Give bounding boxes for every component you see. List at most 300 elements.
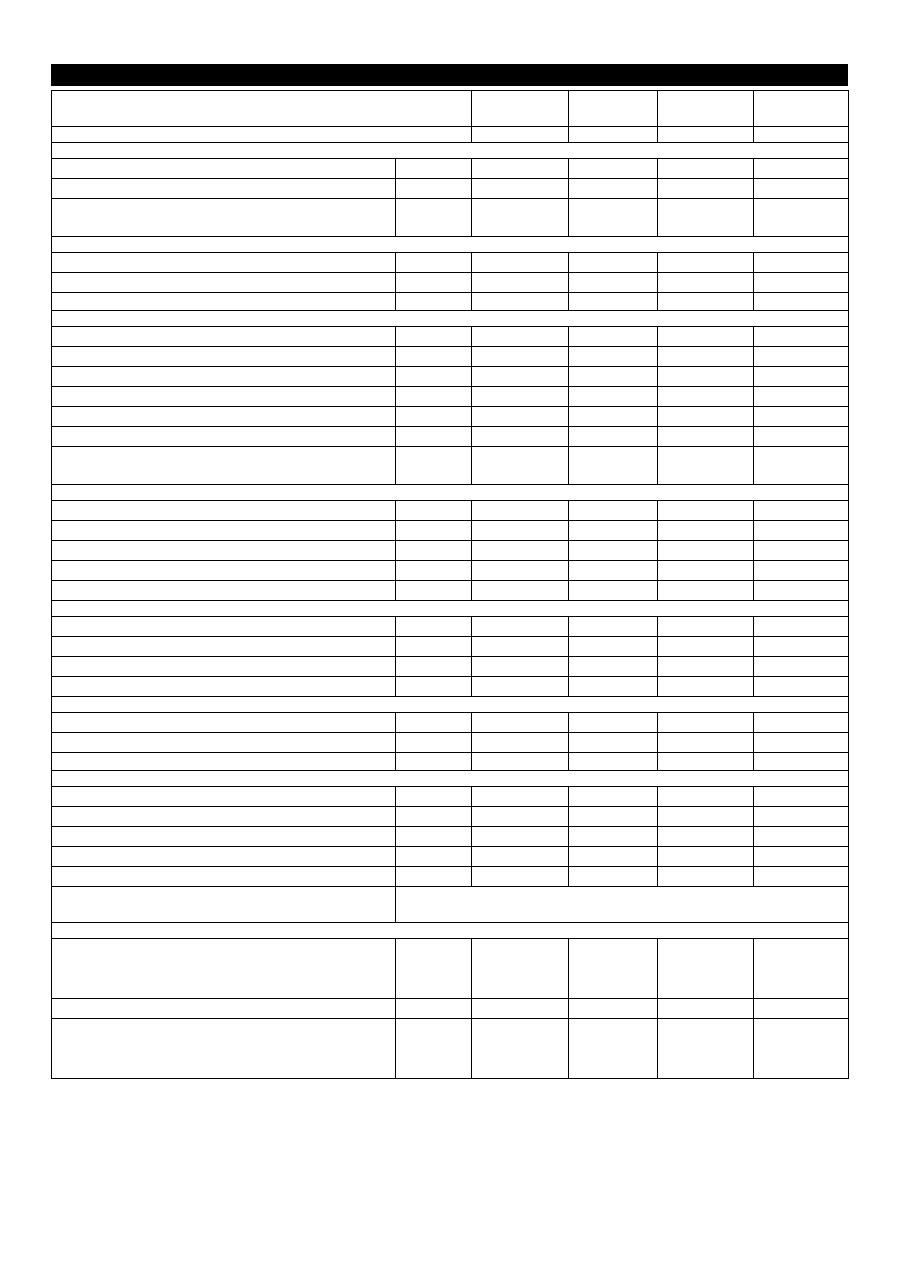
table-cell-value — [754, 807, 849, 827]
cell-text — [569, 1019, 657, 1030]
table-cell-value — [569, 657, 658, 677]
table-cell-label — [52, 677, 396, 697]
table-cell-value — [396, 807, 472, 827]
table-cell-value — [472, 787, 569, 807]
cell-text — [569, 713, 657, 724]
table-cell-value — [396, 657, 472, 677]
table-cell-value — [754, 541, 849, 561]
table-cell-value — [396, 867, 472, 887]
cell-text — [754, 561, 848, 572]
table-row — [52, 753, 849, 771]
cell-text — [52, 847, 395, 858]
table-cell-value — [754, 273, 849, 293]
table-cell-section-break — [52, 311, 849, 327]
cell-text — [472, 127, 568, 138]
table-cell-value — [754, 617, 849, 637]
cell-text — [658, 561, 753, 572]
cell-text — [569, 827, 657, 838]
cell-text — [396, 787, 471, 798]
cell-text — [569, 733, 657, 744]
table-cell-value — [396, 293, 472, 311]
spreadsheet-sheet — [51, 64, 848, 1079]
table-cell-value — [569, 827, 658, 847]
cell-text — [52, 293, 395, 304]
table-cell-value — [472, 807, 569, 827]
cell-text — [658, 407, 753, 418]
table-cell-value — [472, 677, 569, 697]
cell-text — [396, 677, 471, 688]
table-cell-value — [569, 939, 658, 999]
table-cell-value — [754, 733, 849, 753]
table-cell-value — [396, 273, 472, 293]
table-cell-value — [658, 327, 754, 347]
cell-text — [754, 827, 848, 838]
cell-text — [754, 753, 848, 764]
cell-text — [569, 447, 657, 458]
table-cell-value — [472, 427, 569, 447]
table-row — [52, 541, 849, 561]
table-row — [52, 367, 849, 387]
cell-text — [396, 867, 471, 878]
cell-text — [396, 561, 471, 572]
cell-text — [569, 999, 657, 1010]
cell-text — [472, 253, 568, 264]
table-cell-value — [658, 657, 754, 677]
cell-text — [658, 733, 753, 744]
table-cell-value — [396, 327, 472, 347]
cell-text — [472, 293, 568, 304]
table-cell-value — [569, 387, 658, 407]
table-cell-label — [52, 159, 396, 179]
table-cell-value — [396, 387, 472, 407]
cell-text — [472, 501, 568, 512]
table-cell-value — [472, 713, 569, 733]
cell-text — [754, 713, 848, 724]
table-row — [52, 521, 849, 541]
table-cell-value — [754, 637, 849, 657]
table-cell-value — [569, 787, 658, 807]
cell-text — [472, 999, 568, 1010]
table-row — [52, 273, 849, 293]
table-cell-value — [658, 347, 754, 367]
table-cell-label — [52, 657, 396, 677]
table-cell-value — [396, 541, 472, 561]
table-cell-label — [52, 293, 396, 311]
table-row — [52, 293, 849, 311]
cell-text — [754, 637, 848, 648]
cell-text — [396, 657, 471, 668]
cell-text — [658, 807, 753, 818]
table-cell-label — [52, 541, 396, 561]
table-cell-label — [52, 733, 396, 753]
table-cell-value — [472, 561, 569, 581]
cell-text — [472, 939, 568, 950]
table-cell-value — [472, 347, 569, 367]
table-cell-value — [472, 1019, 569, 1079]
table-cell-value — [569, 179, 658, 199]
cell-text — [658, 541, 753, 552]
cell-text — [52, 771, 848, 782]
cell-text — [569, 501, 657, 512]
cell-text — [472, 327, 568, 338]
table-cell-value — [754, 159, 849, 179]
cell-text — [658, 867, 753, 878]
cell-text — [754, 127, 848, 138]
table-cell-value — [472, 387, 569, 407]
table-cell-value — [658, 367, 754, 387]
cell-text — [658, 253, 753, 264]
table-cell-value — [754, 501, 849, 521]
table-cell-value — [658, 427, 754, 447]
table-row — [52, 847, 849, 867]
table-cell-label — [52, 561, 396, 581]
cell-text — [472, 637, 568, 648]
cell-text — [754, 91, 848, 102]
table-row — [52, 501, 849, 521]
table-cell-value — [569, 867, 658, 887]
cell-text — [472, 367, 568, 378]
cell-text — [754, 847, 848, 858]
table-cell-section-break — [52, 771, 849, 787]
table-row — [52, 179, 849, 199]
table-cell-value — [472, 541, 569, 561]
table-cell-value — [754, 581, 849, 601]
cell-text — [658, 581, 753, 592]
cell-text — [754, 179, 848, 190]
cell-text — [52, 501, 395, 512]
cell-text — [754, 253, 848, 264]
table-cell-value — [396, 1019, 472, 1079]
table-cell-value — [396, 159, 472, 179]
table-cell-value — [658, 541, 754, 561]
cell-text — [396, 617, 471, 628]
cell-text — [396, 273, 471, 284]
table-cell-value — [472, 733, 569, 753]
cell-text — [472, 657, 568, 668]
table-cell-value — [569, 199, 658, 237]
cell-text — [52, 273, 395, 284]
cell-text — [396, 501, 471, 512]
table-cell-value — [569, 327, 658, 347]
cell-text — [396, 293, 471, 304]
table-cell-value — [472, 273, 569, 293]
cell-text — [472, 447, 568, 458]
table-cell-value — [658, 753, 754, 771]
table-cell-value — [658, 637, 754, 657]
table-cell-value — [754, 521, 849, 541]
table-cell-section-break — [52, 923, 849, 939]
table-cell-value — [754, 867, 849, 887]
table-cell-value — [754, 677, 849, 697]
cell-text — [472, 1019, 568, 1030]
table-cell-value — [396, 733, 472, 753]
cell-text — [754, 347, 848, 358]
table-cell-value — [396, 347, 472, 367]
table-row — [52, 347, 849, 367]
cell-text — [396, 521, 471, 532]
cell-text — [52, 237, 848, 248]
table-cell-value — [754, 447, 849, 485]
table-row — [52, 485, 849, 501]
table-row — [52, 199, 849, 237]
cell-text — [396, 407, 471, 418]
table-cell-value — [569, 581, 658, 601]
table-cell-label — [52, 447, 396, 485]
cell-text — [52, 807, 395, 818]
table-row — [52, 561, 849, 581]
table-cell-label — [52, 127, 472, 143]
table-cell-value — [396, 179, 472, 199]
cell-text — [52, 657, 395, 668]
table-cell-label — [52, 847, 396, 867]
cell-text — [569, 637, 657, 648]
table-cell-value — [658, 293, 754, 311]
cell-text — [52, 713, 395, 724]
table-cell-value — [658, 447, 754, 485]
table-cell-value — [658, 253, 754, 273]
cell-text — [569, 753, 657, 764]
table-cell-label — [52, 617, 396, 637]
cell-text — [658, 617, 753, 628]
cell-text — [569, 541, 657, 552]
table-cell-label — [52, 387, 396, 407]
cell-text — [658, 273, 753, 284]
cell-text — [396, 253, 471, 264]
cell-text — [396, 199, 471, 210]
table-cell-note — [396, 887, 849, 923]
cell-text — [754, 521, 848, 532]
cell-text — [754, 617, 848, 628]
table-cell-label — [52, 581, 396, 601]
cell-text — [396, 999, 471, 1010]
table-cell-value — [754, 387, 849, 407]
cell-text — [569, 807, 657, 818]
table-cell-label — [52, 753, 396, 771]
table-cell-section-break — [52, 485, 849, 501]
table-cell-value — [658, 677, 754, 697]
table-cell-value — [472, 999, 569, 1019]
cell-text — [52, 179, 395, 190]
cell-text — [754, 199, 848, 210]
table-cell-value — [472, 867, 569, 887]
cell-text — [472, 387, 568, 398]
cell-text — [754, 657, 848, 668]
cell-text — [569, 253, 657, 264]
cell-text — [472, 427, 568, 438]
cell-text — [396, 733, 471, 744]
table-cell-value — [396, 999, 472, 1019]
table-cell-value — [472, 847, 569, 867]
table-cell-label — [52, 1019, 396, 1079]
table-cell-value — [569, 347, 658, 367]
cell-text — [754, 327, 848, 338]
table-row — [52, 311, 849, 327]
table-row — [52, 253, 849, 273]
cell-text — [754, 581, 848, 592]
table-cell-value — [569, 159, 658, 179]
table-cell-value — [569, 847, 658, 867]
cell-text — [52, 91, 471, 102]
table-cell-value — [396, 827, 472, 847]
table-cell-value — [658, 847, 754, 867]
table-cell-value — [569, 733, 658, 753]
table-cell-value — [754, 199, 849, 237]
cell-text — [396, 713, 471, 724]
cell-text — [472, 199, 568, 210]
cell-text — [396, 1019, 471, 1030]
cell-text — [52, 561, 395, 572]
cell-text — [658, 677, 753, 688]
cell-text — [569, 427, 657, 438]
table-row — [52, 807, 849, 827]
table-cell-value — [472, 253, 569, 273]
table-cell-label — [52, 713, 396, 733]
cell-text — [569, 407, 657, 418]
table-cell-section-break — [52, 143, 849, 159]
table-cell-value — [658, 407, 754, 427]
cell-text — [472, 677, 568, 688]
table-cell-value — [658, 199, 754, 237]
cell-text — [52, 541, 395, 552]
table-cell-value — [754, 427, 849, 447]
table-row — [52, 127, 849, 143]
table-cell-label — [52, 273, 396, 293]
cell-text — [754, 541, 848, 552]
table-cell-label — [52, 637, 396, 657]
table-cell-value — [658, 867, 754, 887]
cell-text — [569, 677, 657, 688]
table-cell-value — [658, 561, 754, 581]
table-cell-label — [52, 999, 396, 1019]
table-cell-value — [754, 999, 849, 1019]
cell-text — [754, 807, 848, 818]
cell-text — [52, 581, 395, 592]
cell-text — [658, 127, 753, 138]
table-cell-value — [396, 787, 472, 807]
cell-text — [396, 367, 471, 378]
table-cell-value — [569, 999, 658, 1019]
table-cell-value — [396, 617, 472, 637]
table-cell-value — [472, 407, 569, 427]
table-cell-value — [472, 939, 569, 999]
table-row — [52, 447, 849, 485]
cell-text — [658, 521, 753, 532]
cell-text — [396, 807, 471, 818]
cell-text — [396, 327, 471, 338]
table-cell-value — [754, 91, 849, 127]
cell-text — [754, 501, 848, 512]
table-row — [52, 617, 849, 637]
table-cell-label — [52, 327, 396, 347]
table-cell-value — [658, 939, 754, 999]
cell-text — [569, 787, 657, 798]
cell-text — [472, 733, 568, 744]
table-cell-label — [52, 787, 396, 807]
cell-text — [472, 273, 568, 284]
table-cell-value — [658, 273, 754, 293]
cell-text — [754, 999, 848, 1010]
table-cell-value — [569, 541, 658, 561]
table-row — [52, 923, 849, 939]
cell-text — [569, 657, 657, 668]
cell-text — [52, 887, 395, 898]
table-cell-value — [569, 253, 658, 273]
table-cell-value — [754, 407, 849, 427]
cell-text — [396, 159, 471, 170]
table-cell-value — [396, 427, 472, 447]
table-row — [52, 713, 849, 733]
cell-text — [52, 677, 395, 688]
table-cell-value — [569, 753, 658, 771]
table-cell-section-break — [52, 237, 849, 253]
table-cell-label — [52, 367, 396, 387]
table-cell-label — [52, 347, 396, 367]
cell-text — [754, 939, 848, 950]
table-cell-value — [569, 427, 658, 447]
table-cell-value — [658, 581, 754, 601]
cell-text — [658, 713, 753, 724]
cell-text — [52, 311, 848, 322]
table-cell-section-break — [52, 697, 849, 713]
cell-text — [52, 347, 395, 358]
cell-text — [754, 407, 848, 418]
cell-text — [396, 847, 471, 858]
table-row — [52, 637, 849, 657]
table-cell-value — [396, 581, 472, 601]
table-cell-value — [754, 1019, 849, 1079]
cell-text — [52, 827, 395, 838]
cell-text — [569, 273, 657, 284]
cell-text — [396, 179, 471, 190]
cell-text — [569, 293, 657, 304]
table-row — [52, 697, 849, 713]
table-cell-label — [52, 199, 396, 237]
table-cell-value — [396, 637, 472, 657]
cell-text — [754, 677, 848, 688]
cell-text — [754, 387, 848, 398]
cell-text — [569, 91, 657, 102]
table-cell-value — [569, 617, 658, 637]
cell-text — [754, 787, 848, 798]
table-cell-value — [569, 273, 658, 293]
table-cell-value — [472, 827, 569, 847]
cell-text — [52, 733, 395, 744]
cell-text — [569, 561, 657, 572]
cell-text — [52, 923, 848, 934]
cell-text — [658, 199, 753, 210]
cell-text — [569, 347, 657, 358]
cell-text — [569, 367, 657, 378]
table-cell-value — [472, 617, 569, 637]
table-row — [52, 427, 849, 447]
cell-text — [52, 617, 395, 628]
cell-text — [658, 1019, 753, 1030]
table-row — [52, 601, 849, 617]
cell-text — [569, 847, 657, 858]
table-cell-value — [396, 521, 472, 541]
table-cell-label — [52, 827, 396, 847]
table-cell-value — [569, 561, 658, 581]
table-cell-value — [658, 179, 754, 199]
cell-text — [754, 367, 848, 378]
table-cell-value — [569, 807, 658, 827]
cell-text — [472, 867, 568, 878]
cell-text — [658, 293, 753, 304]
table-row — [52, 327, 849, 347]
table-cell-value — [569, 713, 658, 733]
table-cell-section-break — [52, 601, 849, 617]
cell-text — [569, 127, 657, 138]
